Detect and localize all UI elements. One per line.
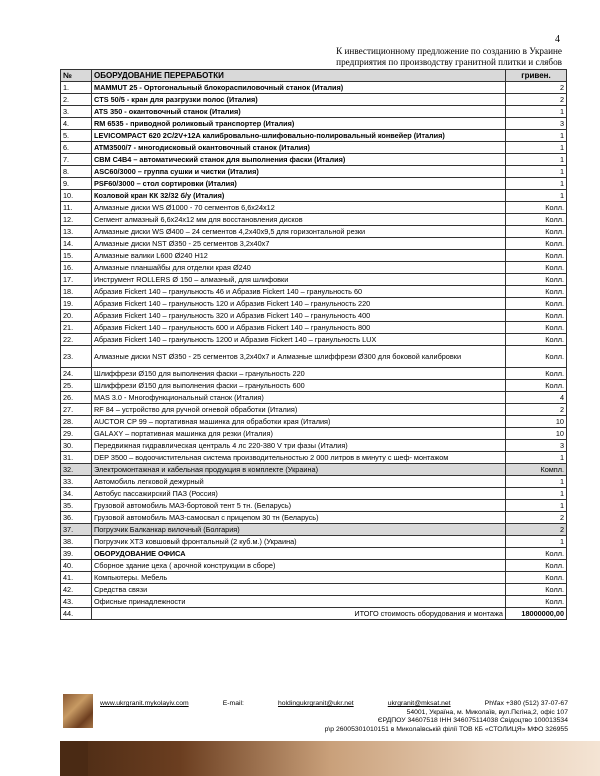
email-link-2[interactable]: ukrgranit@mksat.net	[387, 700, 451, 707]
table-row	[61, 94, 567, 106]
row-quantity: 18000000,00	[506, 608, 567, 620]
row-quantity: Колл.	[506, 380, 567, 392]
table-row	[61, 440, 567, 452]
email-label: E-mail:	[222, 700, 244, 707]
row-quantity: Колл.	[506, 368, 567, 380]
row-number: 12.	[61, 214, 92, 226]
row-item-name: DEP 3500 – водоочистительная система производительностью 2 000 литров в минуту с шеф- монтажом	[92, 452, 506, 464]
row-quantity: 10	[506, 428, 567, 440]
table-row	[61, 464, 567, 476]
row-item-name: Инструмент ROLLERS Ø 150 – алмазный, для шлифовки	[92, 274, 506, 286]
row-quantity: 1	[506, 190, 567, 202]
footer-granite-image	[63, 694, 93, 728]
row-item-name: Сегмент алмазный 6,6х24х12 мм для восстановления дисков	[92, 214, 506, 226]
row-item-name: GALAXY – портативная машинка для резки (Италия)	[92, 428, 506, 440]
row-number: 6.	[61, 142, 92, 154]
row-number: 17.	[61, 274, 92, 286]
row-item-name: Шлиффрези Ø150 для выполнения фаски – гранульность 600	[92, 380, 506, 392]
footer	[100, 700, 568, 734]
table-row	[61, 452, 567, 464]
table-row	[61, 404, 567, 416]
row-item-name: ОБОРУДОВАНИЕ ОФИСА	[92, 548, 506, 560]
row-quantity: Колл.	[506, 548, 567, 560]
row-quantity: 1	[506, 154, 567, 166]
row-quantity: 1	[506, 452, 567, 464]
table-row	[61, 476, 567, 488]
row-item-name: RF 84 – устройство для ручной огневой обработки (Италия)	[92, 404, 506, 416]
table-row	[61, 238, 567, 250]
row-quantity: 1	[506, 106, 567, 118]
table-row	[61, 380, 567, 392]
table-row	[61, 584, 567, 596]
row-item-name: Шлиффрези Ø150 для выполнения фаски – гранульность 220	[92, 368, 506, 380]
document-header	[302, 46, 562, 67]
row-number: 37.	[61, 524, 92, 536]
row-number: 35.	[61, 500, 92, 512]
row-item-name: Абразив Fickert 140 – гранульность 1200 и Абразив Fickert 140 – гранульность LUX	[92, 334, 506, 346]
row-quantity: Колл.	[506, 298, 567, 310]
table-row	[61, 214, 567, 226]
row-item-name: Алмазные диски NST Ø350 - 25 сегментов 3,2х40х7 и Алмазные шлиффрези Ø300 для боковой калибровки	[92, 346, 506, 368]
row-number: 8.	[61, 166, 92, 178]
phone: Ph\fax +380 (512) 37-07-67	[484, 700, 568, 707]
table-row	[61, 368, 567, 380]
table-row	[61, 524, 567, 536]
row-quantity: Колл.	[506, 262, 567, 274]
col-header-name: ОБОРУДОВАНИЕ ПЕРЕРАБОТКИ	[92, 70, 506, 82]
table-row	[61, 154, 567, 166]
row-number: 24.	[61, 368, 92, 380]
row-number: 22.	[61, 334, 92, 346]
row-quantity: 3	[506, 440, 567, 452]
row-item-name: Погрузчик Балканкар вилочный (Болгария)	[92, 524, 506, 536]
row-item-name: CTS 50/5 - кран для разгрузки полос (Италия)	[92, 94, 506, 106]
row-item-name: ATS 350 - окантовочный станок (Италия)	[92, 106, 506, 118]
table-row	[61, 202, 567, 214]
row-quantity: Колл.	[506, 250, 567, 262]
row-quantity: 2	[506, 82, 567, 94]
row-item-name: PSF60/3000 – стол сортировки (Италия)	[92, 178, 506, 190]
row-number: 26.	[61, 392, 92, 404]
bank-details: р\р 26005301010151 в Миколаївській філії ТОВ КБ «СТОЛИЦЯ» МФО 326955	[324, 725, 568, 733]
row-item-name: ИТОГО стоимость оборудования и монтажа	[92, 608, 506, 620]
table-row	[61, 334, 567, 346]
row-number: 4.	[61, 118, 92, 130]
row-quantity: Колл.	[506, 572, 567, 584]
table-row	[61, 226, 567, 238]
row-item-name: MAMMUT 25 - Ортогональный блокораспиловочный станок (Италия)	[92, 82, 506, 94]
row-item-name: Сборное здание цеха ( арочной конструкции в сборе)	[92, 560, 506, 572]
row-item-name: AUCTOR CP 99 – портативная машинка для обработки края (Италия)	[92, 416, 506, 428]
row-item-name: Погрузчик ХТЗ ковшовый фронтальный (2 куб.м.) (Украина)	[92, 536, 506, 548]
row-number: 41.	[61, 572, 92, 584]
row-number: 28.	[61, 416, 92, 428]
row-quantity: Колл.	[506, 274, 567, 286]
row-quantity: 3	[506, 118, 567, 130]
row-item-name: Автомобиль легковой дежурный	[92, 476, 506, 488]
col-header-qty: гривен.	[506, 70, 567, 82]
row-number: 14.	[61, 238, 92, 250]
equipment-table	[60, 69, 567, 620]
row-item-name: Алмазные валики L600 Ø240 Н12	[92, 250, 506, 262]
row-item-name: Передвижная гидравлическая централь 4 лс 220-380 V три фазы (Италия)	[92, 440, 506, 452]
row-quantity: Компл.	[506, 464, 567, 476]
row-quantity: 1	[506, 178, 567, 190]
row-quantity: Колл.	[506, 346, 567, 368]
row-quantity: Колл.	[506, 584, 567, 596]
header-line-1: К инвестиционному предложение по созданию в Украине	[336, 46, 562, 56]
row-number: 42.	[61, 584, 92, 596]
row-number: 32.	[61, 464, 92, 476]
row-quantity: Колл.	[506, 560, 567, 572]
row-number: 5.	[61, 130, 92, 142]
table-row	[61, 82, 567, 94]
website-link[interactable]: www.ukrgranit.mykolayiv.com	[100, 700, 189, 707]
table-row	[61, 346, 567, 368]
page-number: 4	[555, 34, 560, 45]
row-quantity: Колл.	[506, 238, 567, 250]
row-item-name: Грузовой автомобиль МАЗ-самосвал с прицепом 30 тн (Беларусь)	[92, 512, 506, 524]
row-quantity: Колл.	[506, 202, 567, 214]
row-quantity: Колл.	[506, 322, 567, 334]
email-link-1[interactable]: holdingukrgranit@ukr.net	[277, 700, 354, 707]
row-quantity: Колл.	[506, 226, 567, 238]
row-item-name: Алмазные диски NST Ø350 - 25 сегментов 3,2х40х7	[92, 238, 506, 250]
row-item-name: Козловой кран КК 32/32 б/у (Италия)	[92, 190, 506, 202]
row-item-name: Автобус пассажирский ПАЗ (Россия)	[92, 488, 506, 500]
row-quantity: 1	[506, 166, 567, 178]
table-row	[61, 608, 567, 620]
row-number: 9.	[61, 178, 92, 190]
table-row	[61, 596, 567, 608]
table-row	[61, 416, 567, 428]
row-number: 39.	[61, 548, 92, 560]
row-number: 7.	[61, 154, 92, 166]
table-row	[61, 536, 567, 548]
row-quantity: 2	[506, 512, 567, 524]
row-quantity: 1	[506, 142, 567, 154]
table-row	[61, 118, 567, 130]
row-item-name: Средства связи	[92, 584, 506, 596]
row-number: 3.	[61, 106, 92, 118]
table-row	[61, 392, 567, 404]
row-quantity: 1	[506, 500, 567, 512]
row-item-name: Абразив Fickert 140 – гранульность 320 и Абразив Fickert 140 – гранульность 400	[92, 310, 506, 322]
row-number: 13.	[61, 226, 92, 238]
row-number: 23.	[61, 346, 92, 368]
row-quantity: Колл.	[506, 334, 567, 346]
row-number: 43.	[61, 596, 92, 608]
table-row	[61, 310, 567, 322]
header-line-2: предприятия по производству гранитной плитки и слябов	[336, 56, 562, 67]
row-quantity: 1	[506, 476, 567, 488]
row-quantity: Колл.	[506, 310, 567, 322]
row-quantity: Колл.	[506, 596, 567, 608]
row-number: 10.	[61, 190, 92, 202]
row-number: 36.	[61, 512, 92, 524]
table-row	[61, 166, 567, 178]
row-item-name: RM 6535 - приводной роликовый транспортер (Италия)	[92, 118, 506, 130]
footer-decorative-bar	[0, 741, 600, 776]
table-row	[61, 428, 567, 440]
table-row	[61, 130, 567, 142]
row-quantity: 10	[506, 416, 567, 428]
table-row	[61, 250, 567, 262]
table-row	[61, 274, 567, 286]
row-item-name: Алмазные диски WS Ø1000 - 70 сегментов 6,6х24х12	[92, 202, 506, 214]
row-item-name: Грузовой автомобиль МАЗ-бортовой тент 5 тн. (Беларусь)	[92, 500, 506, 512]
row-item-name: MAS 3.0 - Многофункциональный станок (Италия)	[92, 392, 506, 404]
table-row	[61, 548, 567, 560]
row-quantity: 2	[506, 94, 567, 106]
registration-codes: ЄРДПОУ 34607518 ІНН 346075114038 Свідоцтво 100013534	[377, 717, 568, 724]
table-row	[61, 178, 567, 190]
row-number: 33.	[61, 476, 92, 488]
row-quantity: 1	[506, 536, 567, 548]
col-header-number: №	[61, 70, 92, 82]
row-number: 44.	[61, 608, 92, 620]
table-row	[61, 106, 567, 118]
row-quantity: 2	[506, 524, 567, 536]
table-row	[61, 500, 567, 512]
table-row	[61, 262, 567, 274]
row-number: 18.	[61, 286, 92, 298]
row-number: 11.	[61, 202, 92, 214]
row-item-name: Офисные принадлежности	[92, 596, 506, 608]
row-number: 31.	[61, 452, 92, 464]
row-item-name: Алмазные диски WS Ø400 – 24 сегментов 4,2х40х9,5 для горизонтальной резки	[92, 226, 506, 238]
row-number: 20.	[61, 310, 92, 322]
row-quantity: Колл.	[506, 286, 567, 298]
row-number: 21.	[61, 322, 92, 334]
row-item-name: Алмазные планшайбы для отделки края Ø240	[92, 262, 506, 274]
row-quantity: Колл.	[506, 214, 567, 226]
table-row	[61, 560, 567, 572]
table-row	[61, 286, 567, 298]
row-quantity: 4	[506, 392, 567, 404]
table-row	[61, 572, 567, 584]
row-number: 38.	[61, 536, 92, 548]
row-item-name: Абразив Fickert 140 – гранульность 120 и Абразив Fickert 140 – гранульность 220	[92, 298, 506, 310]
table-header-row	[61, 70, 567, 82]
row-item-name: Компьютеры. Мебель	[92, 572, 506, 584]
row-item-name: LEVICOMPACT 620 2C/2V+12A калибровально-шлифовально-полировальный конвейер (Италия)	[92, 130, 506, 142]
table-row	[61, 512, 567, 524]
row-item-name: Абразив Fickert 140 – гранульность 600 и Абразив Fickert 140 – гранульность 800	[92, 322, 506, 334]
row-number: 27.	[61, 404, 92, 416]
row-number: 1.	[61, 82, 92, 94]
row-number: 34.	[61, 488, 92, 500]
row-number: 2.	[61, 94, 92, 106]
row-number: 15.	[61, 250, 92, 262]
row-item-name: Электромонтажная и кабельная продукция в комплекте (Украина)	[92, 464, 506, 476]
row-number: 16.	[61, 262, 92, 274]
row-number: 29.	[61, 428, 92, 440]
row-item-name: ATM3500/7 - многодисковый окантовочный станок (Италия)	[92, 142, 506, 154]
row-number: 30.	[61, 440, 92, 452]
table-row	[61, 142, 567, 154]
table-row	[61, 322, 567, 334]
table-row	[61, 488, 567, 500]
row-number: 25.	[61, 380, 92, 392]
table-row	[61, 298, 567, 310]
row-number: 19.	[61, 298, 92, 310]
row-quantity: 1	[506, 130, 567, 142]
row-item-name: ASC60/3000 – группа сушки и чистки (Италия)	[92, 166, 506, 178]
row-quantity: 2	[506, 404, 567, 416]
row-number: 40.	[61, 560, 92, 572]
row-item-name: СВМ С4В4 – автоматический станок для выполнения фаски (Италия)	[92, 154, 506, 166]
address: 54001, Україна, м. Миколаїв, вул.Пєгіна,2, офіс 107	[406, 708, 568, 716]
row-item-name: Абразив Fickert 140 – гранульность 46 и Абразив Fickert 140 – гранульность 60	[92, 286, 506, 298]
row-quantity: 1	[506, 488, 567, 500]
table-row	[61, 190, 567, 202]
